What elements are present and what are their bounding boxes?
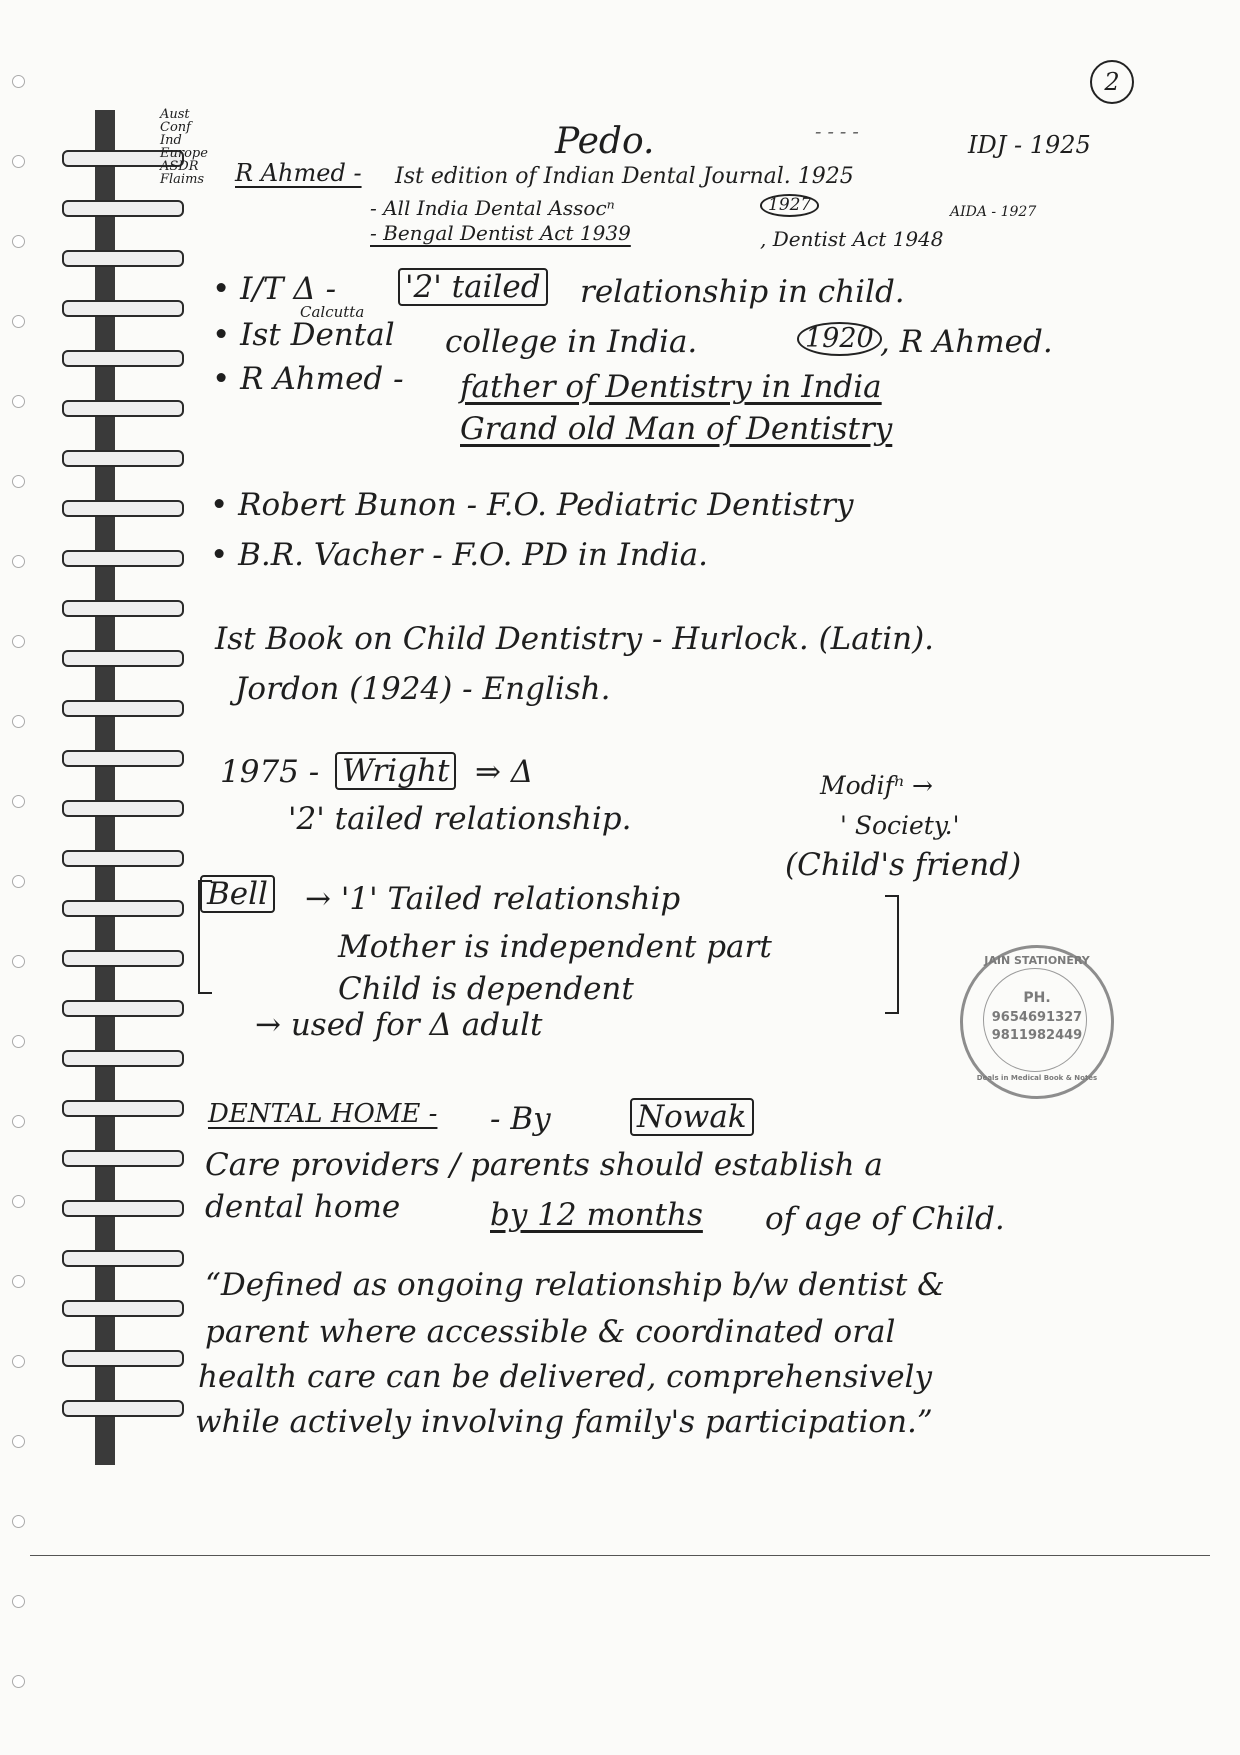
bell-line: Mother is independent part xyxy=(338,929,772,965)
boxed-term: '2' tailed xyxy=(398,268,548,306)
coil xyxy=(62,550,184,567)
coil xyxy=(62,650,184,667)
definition-line: health care can be delivered, comprehensively xyxy=(198,1359,932,1395)
dental-home-line: by 12 months xyxy=(490,1197,703,1233)
bullet-text: • B.R. Vacher - F.O. PD in India. xyxy=(210,537,708,573)
bracket-left xyxy=(198,880,212,994)
history-item: - All India Dental Assocⁿ xyxy=(370,196,615,220)
coil xyxy=(62,1100,184,1117)
bullet-text: • Robert Bunon - F.O. Pediatric Dentistry xyxy=(210,487,854,523)
punch-hole xyxy=(12,1195,25,1208)
coil xyxy=(62,1200,184,1217)
history-person: R Ahmed - xyxy=(235,159,362,187)
punch-hole xyxy=(12,1115,25,1128)
bullet-text: college in India. xyxy=(445,324,698,360)
coil xyxy=(62,600,184,617)
stamp-name: JAIN STATIONERY xyxy=(984,954,1090,967)
wright-arrow: ⇒ Δ xyxy=(475,754,534,790)
margin-note-line: Conf xyxy=(160,120,191,135)
punch-hole xyxy=(12,1595,25,1608)
punch-hole xyxy=(12,875,25,888)
dental-home-line: Care providers / parents should establish a xyxy=(205,1147,883,1183)
punch-hole xyxy=(12,795,25,808)
punch-hole xyxy=(12,315,25,328)
coil xyxy=(62,1300,184,1317)
book-line: Jordon (1924) - English. xyxy=(235,671,611,707)
coil xyxy=(62,350,184,367)
bullet-text: • Ist Dental xyxy=(212,317,395,353)
section-heading: DENTAL HOME - xyxy=(208,1099,438,1129)
wright-friend: (Child's friend) xyxy=(785,847,1022,883)
margin-note-line: Ind xyxy=(160,133,182,148)
stamp-phone: 9811982449 xyxy=(991,1028,1083,1043)
bullet-text: • I/T Δ - xyxy=(212,271,337,307)
punch-hole xyxy=(12,1435,25,1448)
coil xyxy=(62,1400,184,1417)
coil xyxy=(62,1350,184,1367)
stamp-ph-label: PH. xyxy=(1023,990,1051,1006)
bullet-text: , R Ahmed. xyxy=(880,324,1053,360)
dental-home-by: - By xyxy=(490,1101,551,1137)
margin-note-line: ASDR xyxy=(160,159,199,174)
coil xyxy=(62,700,184,717)
stamp-phone: 9654691327 xyxy=(991,1010,1083,1025)
punch-hole xyxy=(12,955,25,968)
coil xyxy=(62,500,184,517)
punch-hole xyxy=(12,715,25,728)
coil xyxy=(62,750,184,767)
header-ref: IDJ - 1925 xyxy=(968,131,1091,159)
punch-hole xyxy=(12,635,25,648)
bottom-rule xyxy=(30,1555,1210,1556)
margin-note-line: Europe xyxy=(160,146,208,161)
bracket-right xyxy=(885,895,899,1014)
history-year: 1927 xyxy=(760,194,819,217)
punch-hole xyxy=(12,475,25,488)
punch-hole xyxy=(12,1515,25,1528)
wright-name: Wright xyxy=(335,752,456,790)
bullet-text: Grand old Man of Dentistry xyxy=(460,411,893,447)
bell-name: Bell xyxy=(200,875,275,913)
history-item: - Bengal Dentist Act 1939 xyxy=(370,221,631,245)
punch-hole xyxy=(12,1675,25,1688)
bell-line: → '1' Tailed relationship xyxy=(305,881,681,917)
dental-home-line: of age of Child. xyxy=(765,1201,1005,1237)
coil xyxy=(62,250,184,267)
coil xyxy=(62,1000,184,1017)
coil xyxy=(62,900,184,917)
history-item: Ist edition of Indian Dental Journal. 1925 xyxy=(395,164,854,189)
book-line: Ist Book on Child Dentistry - Hurlock. (Latin). xyxy=(215,621,935,657)
punch-hole xyxy=(12,1355,25,1368)
history-item: , Dentist Act 1948 xyxy=(760,227,944,251)
coil xyxy=(62,1250,184,1267)
bullet-text: father of Dentistry in India xyxy=(460,369,882,405)
punch-hole xyxy=(12,235,25,248)
circled-year: 1920 xyxy=(797,322,882,356)
definition-line: while actively involving family's participation.” xyxy=(195,1404,933,1440)
bullet-text: relationship in child. xyxy=(580,274,905,310)
wright-society: ' Society.' xyxy=(840,811,960,840)
stationery-stamp xyxy=(960,945,1114,1099)
wright-sub: '2' tailed relationship. xyxy=(288,801,632,837)
coil xyxy=(62,1150,184,1167)
coil xyxy=(62,950,184,967)
dental-home-author: Nowak xyxy=(630,1098,754,1136)
wright-year: 1975 - xyxy=(220,754,320,790)
scribble: - - - - xyxy=(815,121,859,143)
margin-note-line: Flaims xyxy=(160,172,205,187)
coil xyxy=(62,450,184,467)
margin-note-line: Aust xyxy=(160,107,190,122)
punch-hole xyxy=(12,75,25,88)
dental-home-line: dental home xyxy=(205,1189,401,1225)
bell-line: → used for Δ adult xyxy=(255,1007,543,1043)
coil xyxy=(62,850,184,867)
coil xyxy=(62,800,184,817)
punch-hole xyxy=(12,1275,25,1288)
punch-hole xyxy=(12,155,25,168)
bullet-text: • R Ahmed - xyxy=(212,361,404,397)
definition-line: parent where accessible & coordinated oral xyxy=(205,1314,896,1350)
page-number: 2 xyxy=(1090,60,1134,104)
punch-hole xyxy=(12,1035,25,1048)
wright-modif: Modifⁿ → xyxy=(820,771,933,800)
definition-line: “Defined as ongoing relationship b/w dentist & xyxy=(205,1267,945,1303)
punch-hole xyxy=(12,555,25,568)
history-note: AIDA - 1927 xyxy=(950,204,1037,220)
page-title: Pedo. xyxy=(555,121,655,162)
stamp-tagline: Deals in Medical Book & Notes xyxy=(976,1074,1098,1082)
bell-line: Child is dependent xyxy=(338,971,634,1007)
bullet-note: Calcutta xyxy=(300,303,365,321)
coil xyxy=(62,1050,184,1067)
coil xyxy=(62,300,184,317)
punch-hole xyxy=(12,395,25,408)
coil xyxy=(62,400,184,417)
margin-note xyxy=(160,108,230,186)
coil xyxy=(62,200,184,217)
